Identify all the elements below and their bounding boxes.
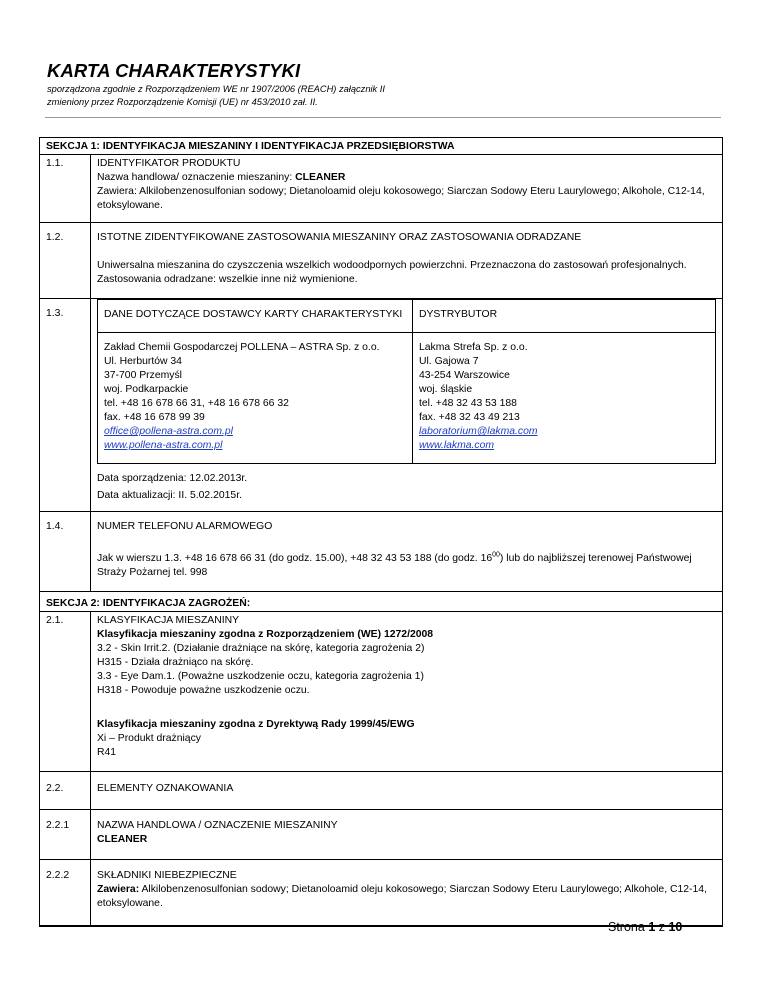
row-2-2-1 bbox=[40, 810, 723, 860]
distributor-website-link[interactable]: www.lakma.com bbox=[419, 440, 495, 451]
clp-line: 3.3 - Eye Dam.1. (Poważne uszkodzenie oczu, kategoria zagrożenia 1) bbox=[97, 671, 424, 682]
header-divider bbox=[45, 117, 721, 118]
row-heading: KLASYFIKACJA MIESZANINY bbox=[97, 615, 240, 626]
supplier-region: woj. Podkarpackie bbox=[104, 384, 189, 395]
distributor-fax: fax. +48 32 43 49 213 bbox=[419, 412, 520, 423]
date-created: Data sporządzenia: 12.02.2013r. bbox=[97, 473, 248, 484]
row-1-3 bbox=[40, 299, 723, 512]
supplier-details bbox=[98, 333, 413, 464]
row-number: 2.1. bbox=[40, 612, 91, 772]
dsd-line: R41 bbox=[97, 747, 117, 758]
row-content bbox=[91, 155, 723, 223]
row-heading: NUMER TELEFONU ALARMOWEGO bbox=[97, 521, 273, 532]
distributor-tel: tel. +48 32 43 53 188 bbox=[419, 398, 517, 409]
supplier-tel: tel. +48 16 678 66 31, +48 16 678 66 32 bbox=[104, 398, 289, 409]
current-page: 1 bbox=[648, 920, 656, 934]
supplier-street: Ul. Herburtów 34 bbox=[104, 356, 182, 367]
row-content bbox=[91, 810, 723, 860]
dsd-classification-title: Klasyfikacja mieszaniny zgodna z Dyrektywą Rady 1999/45/EWG bbox=[97, 719, 415, 730]
row-heading: SKŁADNIKI NIEBEZPIECZNE bbox=[97, 870, 237, 881]
supplier-distributor-table bbox=[97, 299, 716, 464]
row-heading: IDENTYFIKATOR PRODUKTU bbox=[97, 158, 241, 169]
contains-text: Zawiera: Alkilobenzenosulfonian sodowy; Dietanoloamid oleju kokosowego; Siarczan Sodowy Eteru Laurylowego; Alkohole, C12-14, etoksylowane. bbox=[97, 186, 705, 211]
clp-classification-title: Klasyfikacja mieszaniny zgodna z Rozporządzeniem (WE) 1272/2008 bbox=[97, 629, 434, 640]
emergency-phone-text: Jak w wierszu 1.3. +48 16 678 66 31 (do godz. 15.00), +48 32 43 53 188 (do godz. $16^{00}$) lub do najbliższej terenowej Państwowej Straży Pożarnej tel. 998 bbox=[97, 551, 692, 578]
safety-data-sheet-table bbox=[39, 137, 723, 927]
row-2-1 bbox=[40, 612, 723, 772]
document-title: KARTA CHARAKTERYSTYKI bbox=[47, 60, 301, 81]
distributor-region: woj. śląskie bbox=[419, 384, 473, 395]
section-1-title-row bbox=[40, 138, 723, 155]
supplier-heading: DANE DOTYCZĄCE DOSTAWCY KARTY CHARAKTERYSTYKI bbox=[98, 300, 413, 333]
date-updated: Data aktualizacji: II. 5.02.2015r. bbox=[97, 490, 242, 501]
row-2-2-2 bbox=[40, 860, 723, 927]
clp-line: H315 - Działa drażniąco na skórę. bbox=[97, 657, 254, 668]
supplier-city: 37-700 Przemyśl bbox=[104, 370, 182, 381]
distributor-name: Lakma Strefa Sp. z o.o. bbox=[419, 342, 528, 353]
row-content bbox=[91, 860, 723, 927]
row-number: 2.2.1 bbox=[40, 810, 91, 860]
supplier-website-link[interactable]: www.pollena-astra.com.pl bbox=[104, 440, 223, 451]
row-number: 2.2. bbox=[40, 772, 91, 810]
row-1-2 bbox=[40, 223, 723, 299]
distributor-street: Ul. Gajowa 7 bbox=[419, 356, 479, 367]
document-header bbox=[47, 60, 721, 108]
distributor-details bbox=[413, 333, 716, 464]
distributor-email-link[interactable]: laboratorium@lakma.com bbox=[419, 426, 538, 437]
section-2-title-row bbox=[40, 592, 723, 612]
supplier-name: Zakład Chemii Gospodarczej POLLENA – ASTRA Sp. z o.o. bbox=[104, 342, 380, 353]
row-content: ELEMENTY OZNAKOWANIA bbox=[91, 772, 723, 810]
row-2-2 bbox=[40, 772, 723, 810]
dsd-line: Xi – Produkt drażniący bbox=[97, 733, 201, 744]
row-content bbox=[91, 512, 723, 592]
clp-line: H318 - Powoduje poważne uszkodzenie oczu. bbox=[97, 685, 310, 696]
supplier-email-link[interactable]: office@pollena-astra.com.pl bbox=[104, 426, 233, 437]
document-subtitle-line-2: zmieniony przez Rozporządzenie Komisji (UE) nr 453/2010 zał. II. bbox=[47, 97, 318, 107]
row-number: 1.4. bbox=[40, 512, 91, 592]
row-number: 1.3. bbox=[40, 299, 91, 512]
hazardous-components-text: Zawiera: Alkilobenzenosulfonian sodowy; Dietanoloamid oleju kokosowego; Siarczan Sodowy Eteru Laurylowego; Alkohole, C12-14, etoksylowane. bbox=[97, 884, 707, 909]
trade-name-value: CLEANER bbox=[97, 834, 148, 845]
page-number: Strona 1 z 10 bbox=[608, 920, 683, 934]
row-1-4 bbox=[40, 512, 723, 592]
row-heading: NAZWA HANDLOWA / OZNACZENIE MIESZANINY bbox=[97, 820, 338, 831]
trade-name-line: Nazwa handlowa/ oznaczenie mieszaniny: CLEANER bbox=[97, 172, 346, 183]
row-number: 1.1. bbox=[40, 155, 91, 223]
trade-name-value: CLEANER bbox=[295, 172, 346, 183]
row-number: 1.2. bbox=[40, 223, 91, 299]
section-2-title: SEKCJA 2: IDENTYFIKACJA ZAGROŻEŃ: bbox=[40, 592, 723, 612]
supplier-fax: fax. +48 16 678 99 39 bbox=[104, 412, 205, 423]
row-content bbox=[91, 299, 723, 512]
distributor-city: 43-254 Warszowice bbox=[419, 370, 510, 381]
distributor-heading: DYSTRYBUTOR bbox=[413, 300, 716, 333]
document-subtitle-line-1: sporządzona zgodnie z Rozporządzeniem WE nr 1907/2006 (REACH) załącznik II bbox=[47, 84, 385, 94]
row-content bbox=[91, 612, 723, 772]
row-heading: ISTOTNE ZIDENTYFIKOWANE ZASTOSOWANIA MIESZANINY ORAZ ZASTOSOWANIA ODRADZANE bbox=[97, 232, 582, 243]
section-1-title: SEKCJA 1: IDENTYFIKACJA MIESZANINY I IDENTYFIKACJA PRZEDSIĘBIORSTWA bbox=[40, 138, 723, 155]
row-1-1 bbox=[40, 155, 723, 223]
uses-text: Uniwersalna mieszanina do czyszczenia wszelkich wodoodpornych powierzchni. Przeznaczona do zastosowań profesjonalnych. Zastosowania odradzane: wszelkie inne niż wymienione. bbox=[97, 260, 687, 285]
row-content bbox=[91, 223, 723, 299]
total-pages: 10 bbox=[668, 920, 683, 934]
clp-line: 3.2 - Skin Irrit.2. (Działanie drażniące na skórę, kategoria zagrożenia 2) bbox=[97, 643, 425, 654]
row-number: 2.2.2 bbox=[40, 860, 91, 927]
